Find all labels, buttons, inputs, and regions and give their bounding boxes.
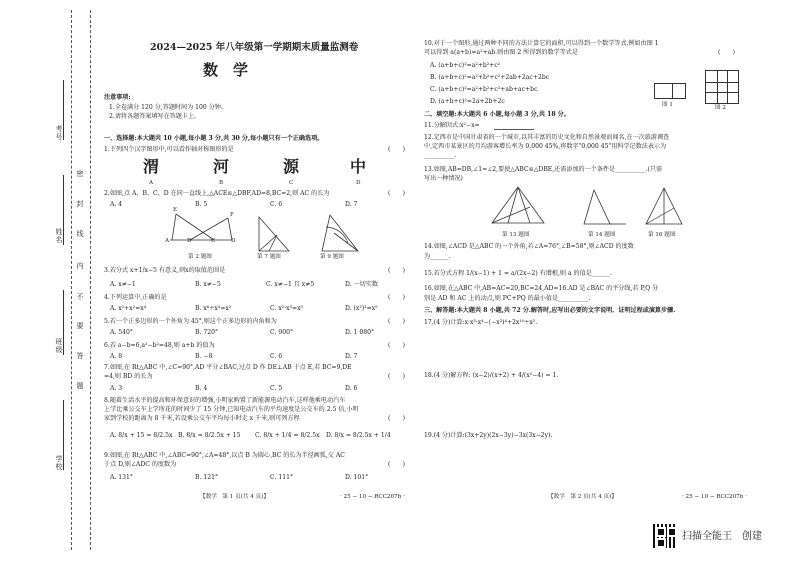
q5-stem: 5.若一个正多边形的一个外角为 45°,则这个正多边形的内角和为: [104, 318, 277, 325]
q4-option: A. x²+x²=x⁴: [110, 305, 147, 312]
notice-item: 2.请将各题答案填写在答题卡上。: [109, 113, 201, 120]
q7-option: D. 6: [345, 385, 358, 392]
q19-stem: 19.(4 分)计算:(3x+2y)(2x−3y)−3x(3x−2y).: [424, 432, 553, 439]
q10-option: C. (a+b+c)²=a²+b²+c²+ab+ac+bc: [430, 86, 538, 93]
section2-heading: 二、填空题:本大题共 6 小题,每小题 3 分,共 18 分。: [424, 111, 570, 118]
q3-option: B. x≠−5: [195, 281, 221, 288]
right-page-code: · 25 − 10 − RCC207b ·: [682, 494, 747, 500]
binding-fill-line: [63, 290, 64, 355]
figure-caption: 第 13 题图: [502, 232, 530, 238]
fig-line: [705, 92, 738, 93]
q6-stem: 6.若 a−b=6,a²−b²=48,则 a+b 的值为: [104, 342, 215, 349]
seal-char: 题: [76, 382, 84, 390]
q8-option: D. 8/x = 8/2.5x + 1/4: [326, 432, 391, 439]
q6-option: B. −8: [195, 353, 213, 360]
q5-option: B. 720°: [195, 329, 219, 336]
q5-option: C. 900°: [270, 329, 293, 336]
q6-option: C. 6: [270, 353, 283, 360]
q8-option: A. 8/x + 15 = 8/2.5x: [110, 432, 173, 439]
binding-label-school: 学校: [55, 455, 63, 471]
q10-option: D. (a+b+c)²=2a+2b+2c: [430, 98, 505, 105]
q1-letter: D: [356, 180, 361, 186]
qr-marker: [667, 527, 677, 537]
fig-point-label: B: [187, 238, 192, 244]
q3-stem: 3.若分式 x+1/x−5 有意义,则x的取值范围是: [104, 267, 226, 274]
fig-point-label: A: [165, 238, 170, 244]
q5-option: A. 540°: [110, 329, 133, 336]
q1-letter: C: [289, 180, 294, 186]
q7-stem: =4,则 BD 的长为: [104, 373, 153, 380]
q14-stem: 为______.: [424, 253, 451, 260]
q1-char-b: 河: [213, 157, 230, 176]
q16-stem: 别是 AD 和 AC 上的动点,则 PC+PQ 的最小值是__________.: [424, 295, 591, 302]
fig-triangle: [322, 215, 358, 251]
q5-option: D. 1 080°: [345, 329, 375, 336]
q10-option: A. (a+b+c)²=a²+b²+c²: [430, 62, 501, 69]
figure-caption: 第 2 题图: [188, 254, 212, 260]
q2-option: D. 7: [345, 201, 358, 208]
q8-stem: 上学比乘公交车上学所花的时间少了 15 分钟,已知电动汽车的平均速度是公交车的 2.5 倍,小明: [104, 406, 359, 413]
figure-q16: [644, 186, 684, 228]
q12-stem: 中,定西市某景区的月均游客增长率为 0.000 45%,将数字"0.000 45"用科学记数法表示为: [424, 143, 667, 150]
q8-option: B. 8/x = 8/2.5x + 15: [178, 432, 241, 439]
q9-option: B. 121°: [195, 474, 219, 481]
figure-q7: [255, 215, 295, 255]
q12-stem: __________.: [424, 152, 457, 159]
figure-caption: 图 1: [662, 102, 673, 108]
fig-line: [508, 187, 518, 223]
q17-stem: 17.(4 分)计算:x·x³·x⁴−(−x²)⁴+2x¹⁰÷x².: [424, 319, 538, 326]
notice-item: 1.全卷满分 120 分,答题时间为 100 分钟。: [109, 104, 227, 111]
q9-option: A. 131°: [110, 474, 133, 481]
seal-char: 封: [76, 200, 84, 208]
q1-char-c: 源: [283, 157, 300, 176]
q12-stem: 12.定西市是中国甘肃省的一个城市,以其丰富的历史文化和自然景观而闻名,在一次旅游调查: [424, 134, 670, 141]
q4-option: C. x²·x³=x⁵: [270, 305, 304, 312]
q1-letter: B: [219, 180, 224, 186]
q9-option: D. 101°: [345, 474, 369, 481]
answer-blank: [494, 129, 534, 130]
section1-heading: 一、选择题:本大题共 10 小题,每小题 3 分,共 30 分,每小题只有一个正确选项。: [104, 135, 324, 142]
qr-marker: [656, 538, 666, 548]
answer-bracket: ( ): [388, 342, 405, 349]
q14-stem: 14.如图,∠ACD 是△ABC 的一个外角,若∠A=76°,∠B=58°,则∠ACD 的度数: [424, 243, 634, 250]
q13-stem: 写出一种情况): [424, 175, 463, 182]
q7-option: A. 3: [110, 385, 123, 392]
qr-marker: [656, 527, 666, 537]
binding-label-number: 考号: [55, 125, 63, 141]
answer-bracket: ( ): [388, 461, 405, 468]
q16-stem: 16.如图,在△ABC 中,AB=AC=20,BC=24,AD=16.AD 是∠BAC 的平分线,若 P,Q 分: [424, 285, 659, 292]
q10-option: B. (a+b+c)²=a²+b²+c²+2ab+2ac+2bc: [430, 74, 550, 81]
seal-char: 密: [76, 170, 84, 178]
left-page-footer: 【数学 第 1 页(共 4 页)】: [200, 494, 269, 500]
fig-line: [518, 187, 530, 223]
binding-fill-line: [63, 400, 64, 470]
q7-option: C. 5: [270, 385, 283, 392]
fig-line: [259, 235, 277, 251]
q13-stem: 13.如图,AB=DB,∠1=∠2,要使△ABC≌△DBE,还需添加的一个条件是__________.(只需: [424, 166, 663, 173]
q9-stem: 于点 D,则∠ADC 的度数为: [104, 461, 177, 468]
seal-char: 线: [76, 230, 84, 238]
q8-stem: 8.随着生活水平的提高和环保意识的增强,小明家购置了新能源电动汽车,这样他乘电动汽车: [104, 397, 346, 404]
q3-option: A. x≠−1: [110, 281, 136, 288]
q10-stem: 可以得到 a(a+b)=a²+ab.则由图 2 所得到的数学等式是: [424, 49, 578, 56]
figure-caption: 图 2: [715, 105, 726, 111]
figure-q13: [488, 185, 548, 227]
answer-bracket: ( ): [388, 373, 405, 380]
q10-figure-2: [705, 70, 739, 104]
right-page-footer: 【数学 第 2 页(共 4 页)】: [548, 494, 617, 500]
answer-bracket: ( ): [388, 318, 405, 325]
figure-q14: [582, 188, 628, 228]
q2-option: C. 6: [270, 201, 283, 208]
left-page-code: · 25 − 10 − RCC207b ·: [340, 494, 405, 500]
figure-q9: [318, 213, 368, 255]
fig-point-label: F: [230, 212, 234, 218]
binding-dashed-line: [71, 10, 72, 550]
binding-fill-line: [63, 175, 64, 245]
answer-bracket: ( ): [388, 146, 405, 153]
q3-option: C. x≠−1 且 x≠5: [266, 281, 315, 288]
q11-stem: 11.分解因式:x²−x=: [424, 122, 480, 129]
q6-option: D. 7: [345, 353, 358, 360]
fig-triangle: [584, 190, 610, 224]
binding-label-class: 班级: [55, 338, 63, 354]
fig-line: [269, 235, 277, 251]
notice-heading: 注意事项:: [104, 94, 131, 101]
q2-option: B. 5: [195, 201, 208, 208]
q3-option: D. 一切实数: [345, 281, 378, 288]
fig-triangle: [492, 187, 544, 223]
figure-caption: 第 14 题图: [588, 232, 616, 238]
q8-option: C. 8/x + 1/4 = 8/2.5x: [255, 432, 320, 439]
q8-stem: 家到学校的距离为 8 千米,若设乘公交车平均每小时走 x 千米,则可列方程: [104, 415, 300, 422]
watermark-text: 扫描全能王 创建: [682, 531, 762, 542]
figure-caption: 第 7 题图: [257, 254, 281, 260]
seal-char: 要: [76, 322, 84, 330]
figure-caption: 第 16 题图: [648, 232, 676, 238]
q1-char-d: 中: [350, 157, 367, 176]
fig-point-label: C: [211, 238, 216, 244]
fig-line: [172, 214, 176, 240]
subject-title: 数 学: [203, 61, 249, 79]
q10-stem: 10.对于一个图形,通过两种不同的方法计算它的面积,可以得到一个数学等式.例如由图 1: [424, 40, 659, 47]
q7-option: B. 4: [195, 385, 208, 392]
q2-stem: 2.如图,点 A、B、C、D 在同一直线上,△ACE≌△DBF,AD=8,BC=2,则 AC 的长为: [104, 190, 330, 197]
fig-point-label: D: [231, 238, 236, 244]
fig-line: [705, 82, 738, 83]
section3-heading: 三、解答题:本大题共 8 小题,共 72 分.解答时,应写出必要的文字说明、证明过程或演算步骤.: [424, 307, 676, 314]
fig-triangle: [259, 217, 289, 251]
fig-line: [176, 214, 214, 240]
fig-line: [717, 70, 718, 103]
q10-figure-1: [654, 83, 686, 99]
q9-stem: 9.如图,在 Rt△ABC 中,∠ABC=90°,∠A=48°,以点 B 为圆心,BC 的长为半径画弧,交 AC: [104, 452, 345, 459]
fig-point-label: E: [173, 207, 178, 213]
q4-option: D. (x²)³=x⁵: [345, 305, 378, 312]
fig-line: [672, 83, 673, 98]
binding-label-name: 姓名: [55, 228, 63, 244]
answer-bracket: ( ): [718, 49, 735, 56]
q2-option: A. 4: [110, 201, 123, 208]
q18-stem: 18.(4 分)解方程: (x−2)/(x+2) + 4/(x²−4) = 1.: [424, 372, 559, 379]
answer-bracket: ( ): [388, 267, 405, 274]
q15-stem: 15.若分式方程 1/(x−1) + 1 = a/(2x−2) 有增根,则 a 的值是______.: [424, 270, 613, 277]
q4-option: B. x⁶÷x³=x²: [195, 305, 232, 312]
seal-char: 答: [76, 352, 84, 360]
q1-stem: 1.下列四个汉字图形中,可以看作轴对称图形的是: [104, 146, 234, 153]
q1-char-a: 渭: [143, 157, 160, 176]
q4-stem: 4.下列运算中,正确的是: [104, 294, 167, 301]
binding-fill-line: [63, 80, 64, 140]
q7-stem: 7.如图,在 Rt△ABC 中,∠C=90°,AD 平分∠BAC,过点 D 作 DE⊥AB 于点 E,若 BC=9,DE: [104, 364, 352, 371]
answer-bracket: ( ): [388, 415, 405, 422]
q6-option: A. 8: [110, 353, 123, 360]
binding-dashed-line: [90, 10, 91, 550]
q9-option: C. 111°: [270, 474, 293, 481]
seal-char: 不: [76, 293, 84, 301]
figure-caption: 第 9 题图: [320, 254, 344, 260]
answer-bracket: ( ): [388, 294, 405, 301]
exam-title: 2024—2025 年八年级第一学期期末质量监测卷: [150, 42, 359, 53]
answer-bracket: ( ): [388, 190, 405, 197]
q1-letter: A: [149, 180, 154, 186]
seal-char: 内: [76, 262, 84, 270]
fig-line: [727, 70, 728, 103]
